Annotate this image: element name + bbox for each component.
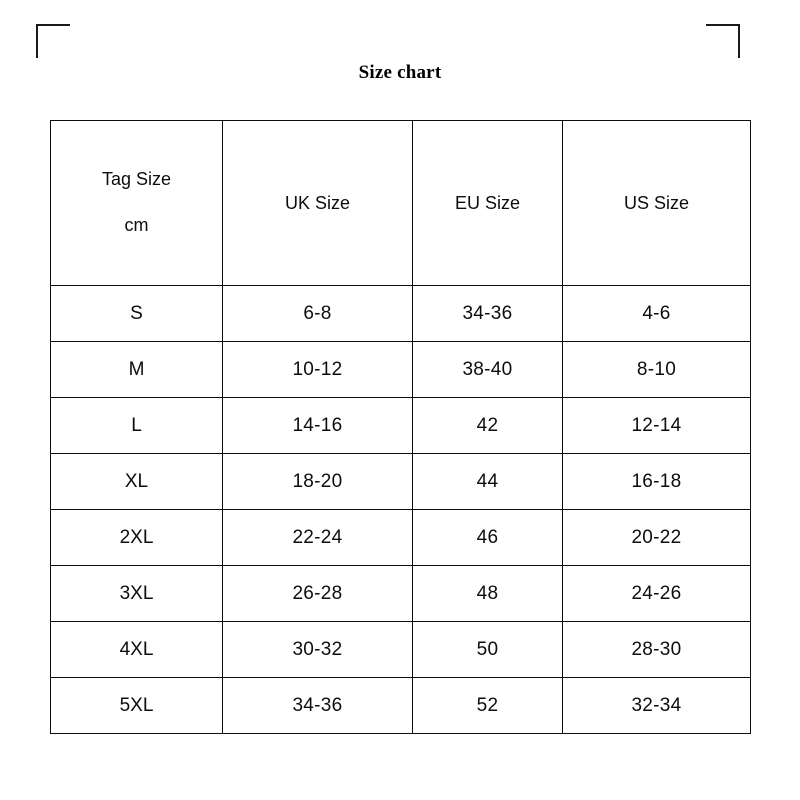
cell-eu-size [413,678,563,734]
cell-tag-size [51,342,223,398]
cell-uk-size [223,566,413,622]
cell-eu-size-value: 34-36 [462,302,513,324]
cell-tag-size-value: S [130,302,143,324]
cell-us-size-value: 4-6 [642,302,671,324]
table-body [51,286,751,734]
cell-eu-size-value: 42 [476,414,499,436]
cell-eu-size [413,342,563,398]
cell-uk-size-value: 26-28 [292,582,343,604]
cell-tag-size [51,398,223,454]
page-title: Size chart [358,62,442,83]
cell-uk-size [223,510,413,566]
cell-us-size [563,286,751,342]
cell-us-size-value: 24-26 [631,582,682,604]
column-header-tag-size-line-1: Tag Size [101,169,172,190]
column-header-eu-size-label: EU Size [454,192,521,213]
table-row [51,342,751,398]
cell-us-size [563,398,751,454]
cell-tag-size-value: L [131,414,142,436]
cell-us-size-value: 28-30 [631,638,682,660]
table-header [51,121,751,286]
cell-eu-size [413,286,563,342]
cell-eu-size [413,566,563,622]
cell-us-size-value: 32-34 [631,694,682,716]
cell-us-size [563,454,751,510]
cell-tag-size [51,622,223,678]
cell-tag-size [51,566,223,622]
table-row [51,622,751,678]
table-row [51,566,751,622]
table-row [51,398,751,454]
cell-uk-size [223,286,413,342]
cell-eu-size [413,622,563,678]
cell-tag-size [51,286,223,342]
crop-mark-top-right [706,24,740,58]
cell-us-size [563,342,751,398]
column-header-tag-size-line-2: cm [124,215,149,235]
cell-tag-size [51,678,223,734]
cell-tag-size-value: 3XL [119,582,154,604]
cell-eu-size [413,454,563,510]
cell-uk-size [223,454,413,510]
cell-tag-size-value: M [128,358,145,380]
cell-uk-size [223,678,413,734]
cell-uk-size-value: 18-20 [292,470,343,492]
cell-uk-size-value: 6-8 [303,302,332,324]
cell-uk-size-value: 10-12 [292,358,343,380]
cell-eu-size-value: 50 [476,638,499,660]
cell-us-size [563,566,751,622]
cell-tag-size [51,510,223,566]
cell-eu-size-value: 48 [476,582,499,604]
cell-tag-size-value: XL [124,470,149,492]
cell-us-size [563,510,751,566]
cell-us-size-value: 8-10 [636,358,677,380]
cell-eu-size [413,510,563,566]
table-header-row [51,121,751,286]
table-row [51,286,751,342]
cell-eu-size-value: 44 [476,470,499,492]
column-header-eu-size [413,121,563,286]
cell-us-size [563,622,751,678]
cell-tag-size-value: 2XL [119,526,154,548]
cell-tag-size [51,454,223,510]
column-header-us-size [563,121,751,286]
table-row [51,510,751,566]
column-header-uk-size-label: UK Size [284,192,351,213]
cell-tag-size-value: 4XL [119,638,154,660]
crop-mark-top-left [36,24,70,58]
cell-eu-size [413,398,563,454]
cell-uk-size-value: 34-36 [292,694,343,716]
cell-eu-size-value: 52 [476,694,499,716]
table-row [51,678,751,734]
cell-us-size [563,678,751,734]
cell-us-size-value: 20-22 [631,526,682,548]
size-chart-table [50,120,751,734]
cell-uk-size-value: 30-32 [292,638,343,660]
cell-uk-size-value: 14-16 [292,414,343,436]
cell-uk-size-value: 22-24 [292,526,343,548]
cell-us-size-value: 16-18 [631,470,682,492]
column-header-us-size-label: US Size [623,192,690,213]
cell-uk-size [223,398,413,454]
cell-uk-size [223,342,413,398]
column-header-uk-size [223,121,413,286]
cell-tag-size-value: 5XL [119,694,154,716]
cell-eu-size-value: 46 [476,526,499,548]
cell-uk-size [223,622,413,678]
column-header-tag-size [51,121,223,286]
cell-eu-size-value: 38-40 [462,358,513,380]
table-row [51,454,751,510]
cell-us-size-value: 12-14 [631,414,682,436]
